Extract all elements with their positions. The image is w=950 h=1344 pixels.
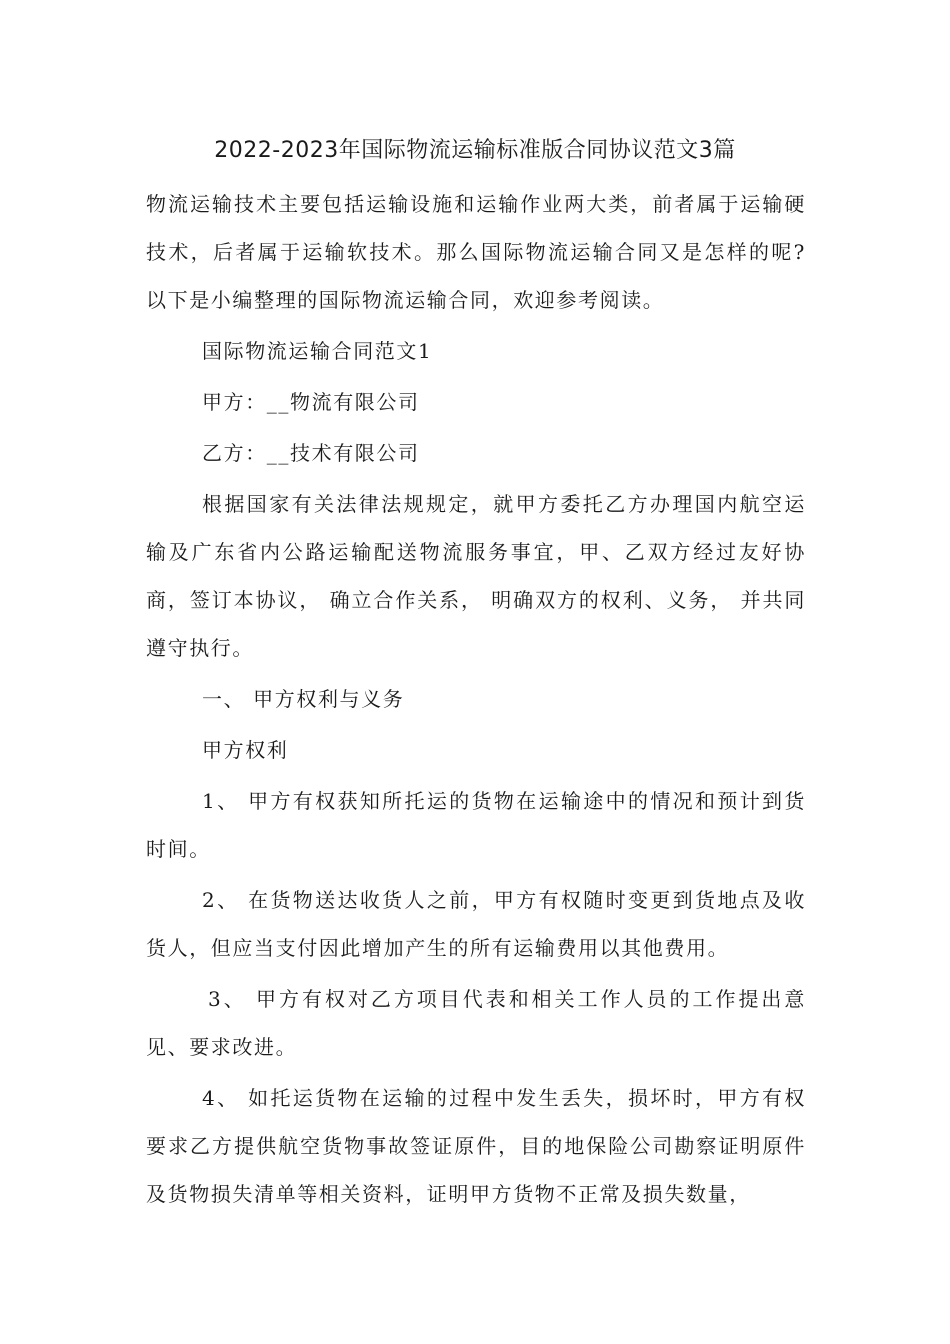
preamble-paragraph: 根据国家有关法律法规规定，就甲方委托乙方办理国内航空运输及广东省内公路运输配送物流服务事宜，甲、乙双方经过友好协商，签订本协议， 确立合作关系， 明确双方的权利、义务， 并共同遵守执行。 [146,492,806,660]
document-body [146,180,806,1218]
subsection-heading: 甲方权利 [202,738,289,762]
clause-1: 1、 甲方有权获知所托运的货物在运输途中的情况和预计到货时间。 [146,789,806,861]
party-a-line: 甲方：__物流有限公司 [202,390,420,414]
intro-paragraph: 物流运输技术主要包括运输设施和运输作业两大类，前者属于运输硬技术，后者属于运输软技术。那么国际物流运输合同又是怎样的呢?以下是小编整理的国际物流运输合同，欢迎参考阅读。 [146,192,806,312]
clause-4: 4、 如托运货物在运输的过程中发生丢失，损坏时，甲方有权要求乙方提供航空货物事故签证原件，目的地保险公司勘察证明原件及货物损失清单等相关资料，证明甲方货物不正常及损失数量， [146,1086,806,1206]
party-b-line: 乙方：__技术有限公司 [202,441,420,465]
clause-2: 2、 在货物送达收货人之前，甲方有权随时变更到货地点及收货人，但应当支付因此增加产生的所有运输费用以其他费用。 [146,888,806,960]
contract-heading: 国际物流运输合同范文1 [202,339,433,363]
document-title: 2022-2023年国际物流运输标准版合同协议范文3篇 [214,138,736,163]
section-heading: 一、 甲方权利与义务 [202,687,405,711]
clause-3: 3、 甲方有权对乙方项目代表和相关工作人员的工作提出意见、要求改进。 [146,987,806,1059]
